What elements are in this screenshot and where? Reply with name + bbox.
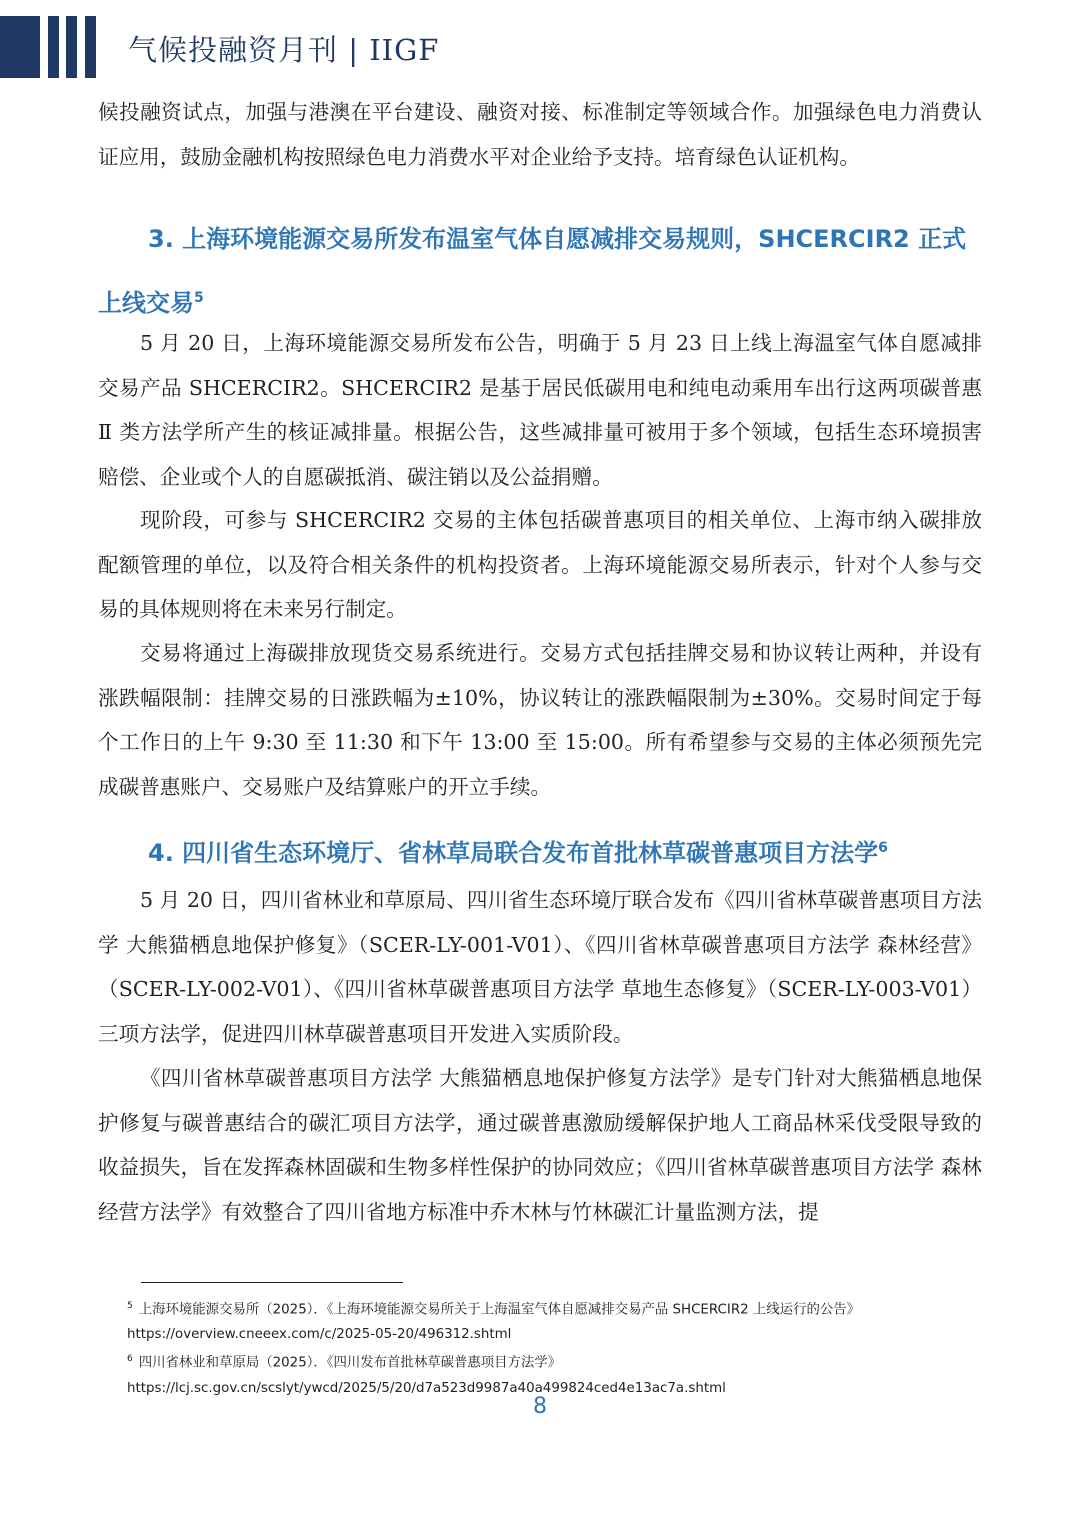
paragraph-panda-habitat: 《四川省林草碳普惠项目方法学 大熊猫栖息地保护修复方法学》是专门针对大熊猫栖息地保护修复与碳普惠结合的碳汇项目方法学，通过碳普惠激励缓解保护地人工商品林采伐受限导致的收益损失，旨在发挥森林固碳和生物多样性保护的协同效应；《四川省林草碳普惠项目方法学 森林经营方法学》有效整合了四川省地方标准中乔木林与竹林碳汇计量监测方法，提 (98, 1066, 982, 1224)
section-heading-4 (98, 826, 982, 875)
paragraph-sichuan-methodologies: 5 月 20 日，四川省林业和草原局、四川省生态环境厅联合发布《四川省林草碳普惠项目方法学 大熊猫栖息地保护修复》（SCER-LY-001-V01）、《四川省林草碳普惠项目方法学 森林经营》（SCER-LY-002-V01）、《四川省林草碳普惠项目方法学 草地生态修复》（SCER-LY-003-V01）三项方法学，促进四川林草碳普惠项目开发进入实质阶段。 (98, 888, 982, 1046)
section-heading-4-text: 4. 四川省生态环境厅、省林草局联合发布首批林草碳普惠项目方法学 (148, 839, 879, 867)
paragraph-shcercir2-launch: 5 月 20 日，上海环境能源交易所发布公告，明确于 5 月 23 日上线上海温室气体自愿减排交易产品 SHCERCIR2。SHCERCIR2 是基于居民低碳用电和纯电动乘用车出行这两项碳普惠 Ⅱ 类方法学所产生的核证减排量。根据公告，这些减排量可被用于多个领域，包括生态环境损害赔偿、企业或个人的自愿碳抵消、碳注销以及公益捐赠。 (98, 331, 982, 489)
footnote-5-text: 上海环境能源交易所（2025）．《上海环境能源交易所关于上海温室气体自愿减排交易产品 SHCERCIR2 上线运行的公告》 (138, 1302, 861, 1318)
footnote-6-text: 四川省林业和草原局（2025）．《四川发布首批林草碳普惠项目方法学》 (138, 1355, 562, 1371)
paragraph-continued: 候投融资试点，加强与港澳在平台建设、融资对接、标准制定等领域合作。加强绿色电力消费认证应用，鼓励金融机构按照绿色电力消费水平对企业给予支持。培育绿色认证机构。 (98, 100, 982, 169)
logo-bar (66, 16, 77, 78)
logo-bar (85, 16, 96, 78)
footnotes (127, 1294, 987, 1401)
paragraph-trading-rules: 交易将通过上海碳排放现货交易系统进行。交易方式包括挂牌交易和协议转让两种，并设有涨跌幅限制：挂牌交易的日涨跌幅为±10%，协议转让的涨跌幅限制为±30%。交易时间定于每个工作日的上午 9:30 至 11:30 和下午 13:00 至 15:00。所有希望参与交易的主体必须预先完成碳普惠账户、交易账户及结算账户的开立手续。 (98, 641, 982, 799)
footnote-6-url[interactable]: https://lcj.sc.gov.cn/scslyt/ywcd/2025/5/20/d7a523d9987a40a499824ced4e13ac7a.shtml (127, 1380, 726, 1396)
footnote-6 (127, 1347, 987, 1375)
footnote-5-url[interactable]: https://overview.cneeex.com/c/2025-05-20/496312.shtml (127, 1327, 512, 1343)
logo-bar (0, 16, 40, 78)
footnote-ref-5[interactable]: 5 (194, 290, 204, 306)
page-number: 8 (533, 1394, 547, 1419)
logo-bar (48, 16, 59, 78)
header-logo-bars (0, 16, 100, 78)
footnote-divider (141, 1282, 403, 1283)
header-title: 气候投融资月刊 | IIGF (128, 33, 440, 67)
paragraph-participants: 现阶段，可参与 SHCERCIR2 交易的主体包括碳普惠项目的相关单位、上海市纳入碳排放配额管理的单位，以及符合相关条件的机构投资者。上海环境能源交易所表示，针对个人参与交易的具体规则将在未来另行制定。 (98, 508, 982, 621)
footnote-5-mark: 5 (127, 1301, 133, 1311)
footnote-6-mark: 6 (127, 1354, 133, 1365)
footnote-5 (127, 1294, 987, 1322)
section-heading-3-text: 3. 上海环境能源交易所发布温室气体自愿减排交易规则，SHCERCIR2 正式上线交易 (98, 225, 967, 317)
footnote-ref-6[interactable]: 6 (878, 840, 888, 856)
section-heading-3 (98, 210, 982, 333)
